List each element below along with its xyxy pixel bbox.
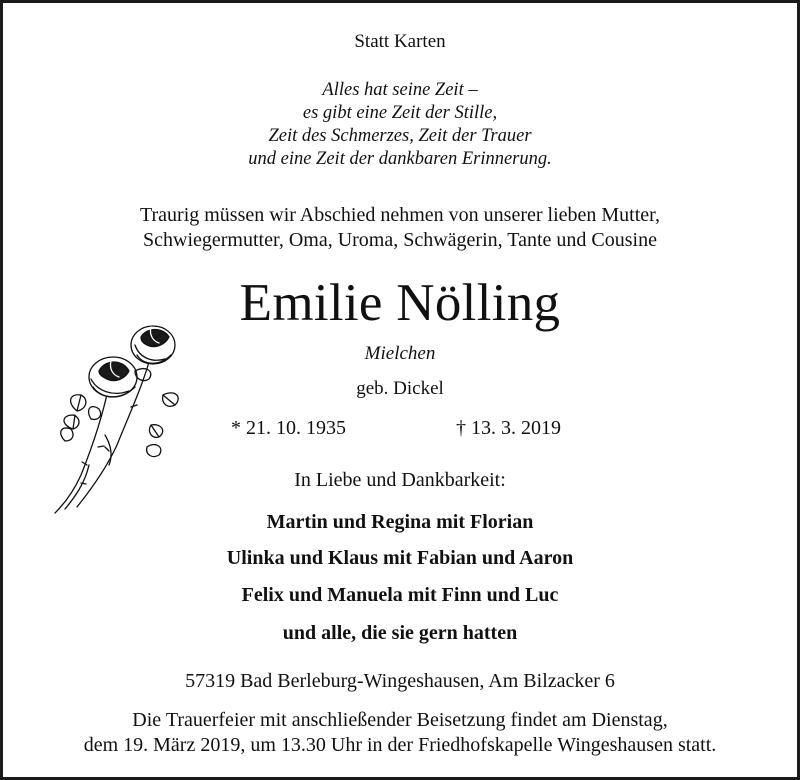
nickname: Mielchen <box>364 343 436 364</box>
motto-line: Alles hat seine Zeit – <box>322 80 478 100</box>
intro-line: Schwiegermutter, Oma, Uroma, Schwägerin, Tante und Cousine <box>143 229 657 251</box>
motto-line: und eine Zeit der dankbaren Erinnerung. <box>248 149 552 169</box>
death-date: † 13. 3. 2019 <box>456 417 561 439</box>
deceased-name: Emilie Nölling <box>239 274 561 332</box>
mourner-line: und alle, die sie gern hatten <box>282 622 518 644</box>
gratitude-line: In Liebe und Dankbarkeit: <box>294 469 506 491</box>
mourner-line: Ulinka und Klaus mit Fabian und Aaron <box>226 547 574 569</box>
motto-line: es gibt eine Zeit der Stille, <box>302 103 498 123</box>
mourner-line: Martin und Regina mit Florian <box>266 511 534 533</box>
funeral-info-line: Die Trauerfeier mit anschließender Beisetzung findet am Dienstag, <box>132 709 668 731</box>
intro-line: Traurig müssen wir Abschied nehmen von unserer lieben Mutter, <box>139 204 661 226</box>
funeral-info-line: dem 19. März 2019, um 13.30 Uhr in der Friedhofskapelle Wingeshausen statt. <box>83 734 717 756</box>
mourner-line: Felix und Manuela mit Finn und Luc <box>241 584 559 606</box>
header-text: Statt Karten <box>354 31 446 52</box>
birth-date: * 21. 10. 1935 <box>231 417 346 439</box>
address: 57319 Bad Berleburg-Wingeshausen, Am Bilzacker 6 <box>185 670 615 692</box>
birth-name: geb. Dickel <box>356 378 444 399</box>
motto-line: Zeit des Schmerzes, Zeit der Trauer <box>268 126 532 146</box>
